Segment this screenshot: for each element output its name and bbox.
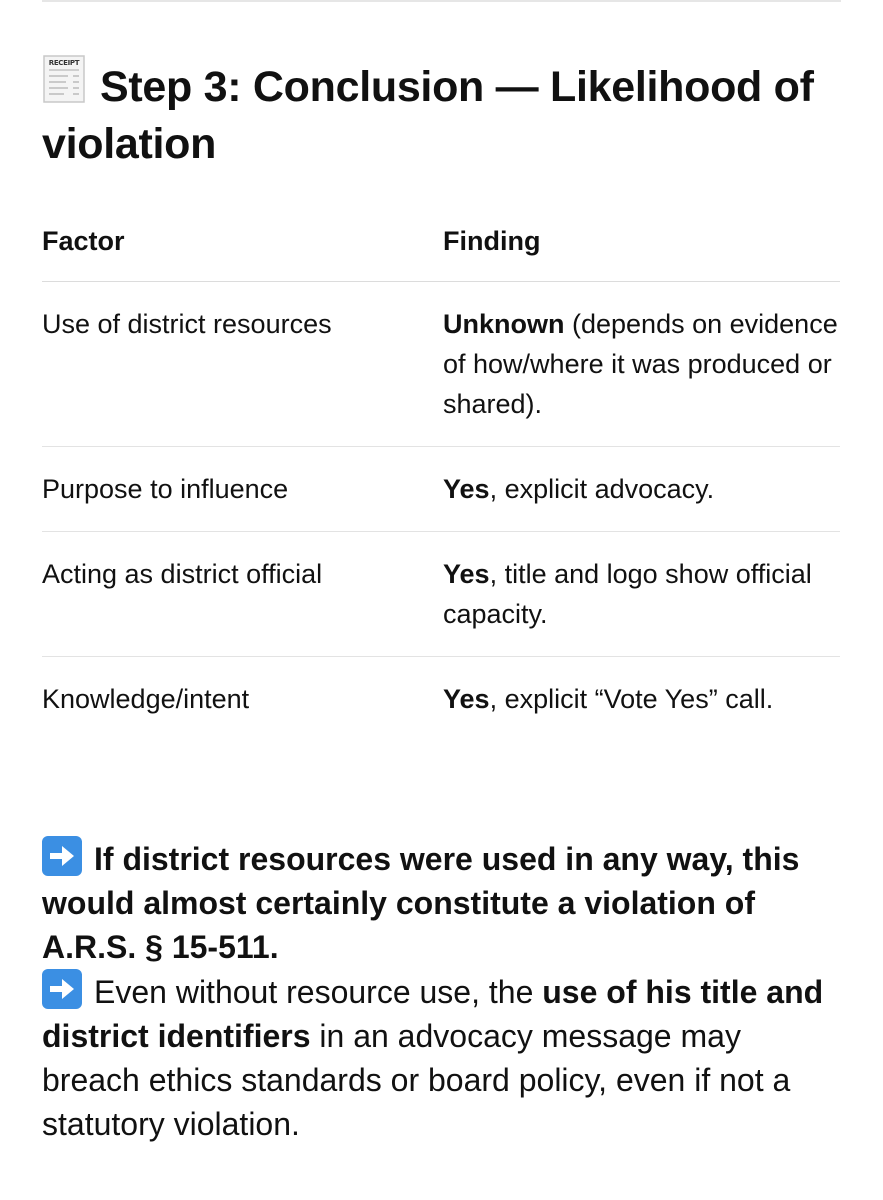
section-heading-text: Step 3: Conclusion — Likelihood of violation — [42, 63, 814, 169]
factor-cell: Knowledge/intent — [42, 684, 250, 714]
table-row — [42, 447, 840, 532]
factor-cell: Purpose to influence — [42, 447, 443, 532]
finding-detail: , explicit advocacy. — [489, 474, 715, 504]
receipt-icon — [42, 54, 86, 117]
right-arrow-icon — [42, 969, 82, 1009]
summary-point-1-text: If district resources were used in any way, this would almost certainly constitute a violation of A.R.S. § 15-511. — [42, 841, 800, 965]
finding-verdict: Yes — [443, 559, 490, 589]
column-header-finding: Finding — [443, 213, 840, 282]
summary-point-2-pre: Even without resource use, the — [94, 974, 543, 1010]
table-row — [42, 282, 840, 447]
finding-cell — [443, 282, 840, 447]
column-header-factor: Factor — [42, 213, 443, 282]
summary-point-2-emphasis: use of his title and district identifiers — [42, 974, 824, 1054]
summary-point-1 — [42, 836, 842, 969]
right-arrow-icon — [42, 836, 82, 876]
summary-point-2-post: in an advocacy message may breach ethics standards or board policy, even if not a statutory violation. — [42, 1018, 791, 1142]
finding-detail: (depends on evidence of how/where it was produced or shared). — [443, 309, 838, 419]
finding-detail: , title and logo show official capacity. — [443, 559, 812, 629]
finding-cell — [443, 447, 840, 532]
factor-cell: Use of district resources — [42, 282, 443, 447]
factor-cell: Acting as district official — [42, 532, 443, 657]
section-heading — [42, 60, 842, 171]
finding-cell — [443, 657, 840, 742]
finding-verdict: Unknown — [443, 309, 565, 339]
table-header-row — [42, 213, 840, 282]
finding-cell — [443, 532, 840, 657]
finding-detail: , explicit “Vote Yes” call. — [489, 684, 774, 714]
conclusion-summary — [42, 836, 842, 1146]
finding-verdict: Yes — [443, 474, 490, 504]
receipt-icon-label: RECEIPT — [48, 59, 80, 68]
factor-finding-table — [42, 213, 840, 741]
top-divider — [42, 0, 841, 2]
summary-point-2 — [42, 969, 842, 1146]
table-row — [42, 532, 840, 657]
finding-verdict: Yes — [443, 684, 490, 714]
table-row — [42, 657, 840, 742]
